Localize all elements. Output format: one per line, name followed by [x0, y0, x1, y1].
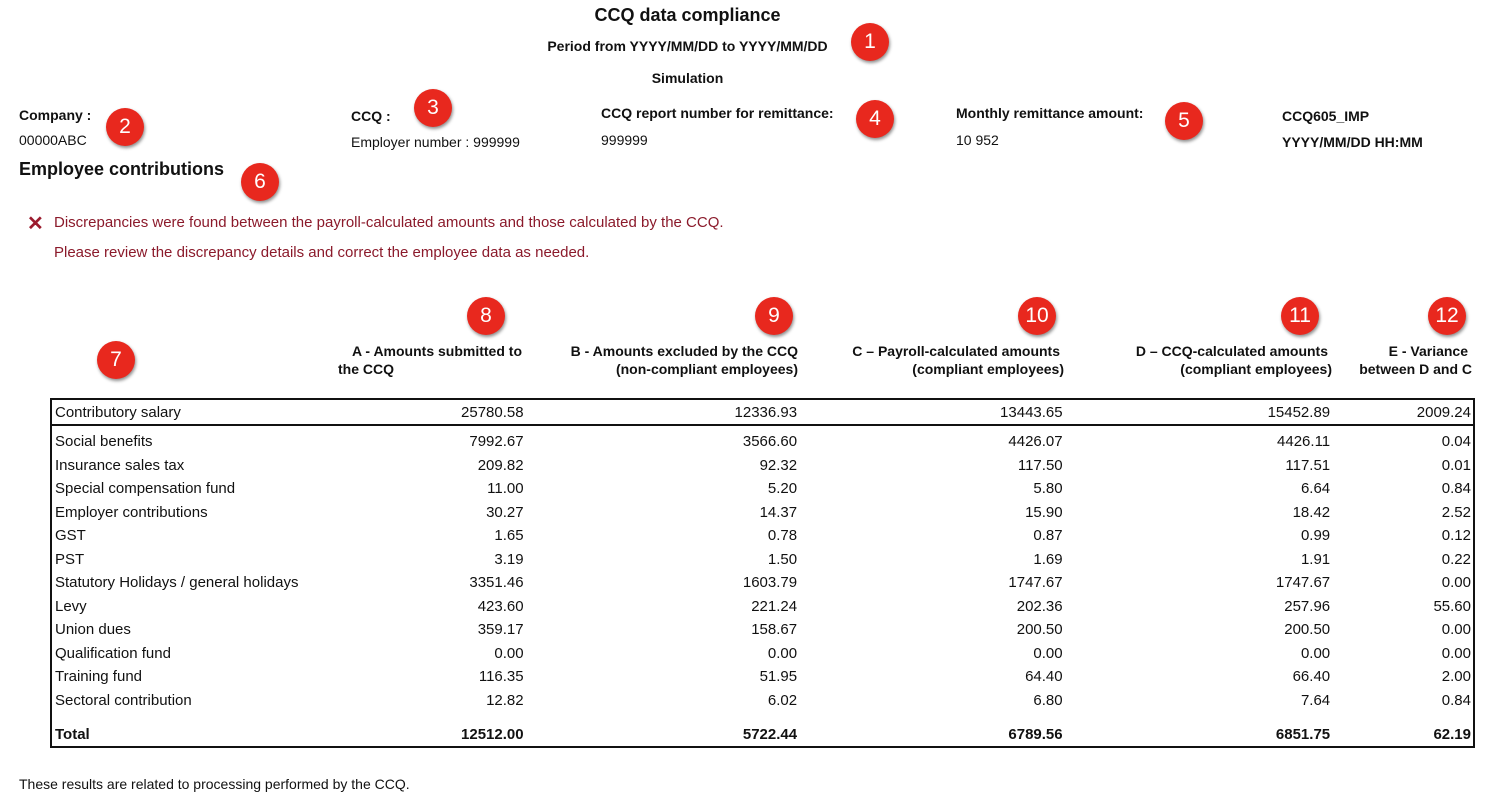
- row-label: Contributory salary: [51, 399, 331, 425]
- row-label: Sectoral contribution: [55, 691, 192, 709]
- mode-label: Simulation: [651, 70, 724, 86]
- cell-value: 1.65: [494, 527, 524, 545]
- cell-value: 6851.75: [1275, 725, 1331, 743]
- column-e-header: E - Variance between D and C: [1359, 343, 1472, 377]
- table-row: [51, 477, 1474, 501]
- cell-value: 18.42: [1292, 503, 1331, 521]
- cell-value: 0.84: [1441, 480, 1471, 498]
- cell-value: 0.04: [1441, 433, 1471, 451]
- cell-value: 423.60: [477, 597, 524, 615]
- cell-value: 4426.11: [1277, 433, 1331, 451]
- report-number-label: CCQ report number for remittance:: [601, 105, 834, 121]
- column-d-header: D – CCQ-calculated amounts (compliant employees): [1135, 343, 1332, 377]
- employer-number: Employer number : 999999: [351, 134, 520, 150]
- remittance-amount-value: 10 952: [956, 132, 999, 148]
- page-title: CCQ data compliance: [594, 5, 781, 25]
- callout-badge-10: 10: [1018, 297, 1056, 335]
- cell-value: 359.17: [477, 621, 524, 639]
- cell-value: 1747.67: [1275, 574, 1331, 592]
- cell-value: 0.00: [767, 644, 798, 662]
- company-label: Company :: [19, 107, 92, 123]
- remittance-amount-label: Monthly remittance amount:: [956, 105, 1144, 121]
- cell-value: 0.00: [1300, 644, 1331, 662]
- cell-value: 62.19: [1433, 725, 1471, 743]
- row-label: Qualification fund: [55, 644, 171, 662]
- cell-value: 0.87: [1033, 527, 1063, 545]
- callout-badge-1: 1: [851, 23, 889, 61]
- row-label: PST: [55, 550, 85, 568]
- column-b-header: B - Amounts excluded by the CCQ (non-compliant employees): [570, 343, 798, 377]
- cell-value: 5.80: [1033, 480, 1063, 498]
- close-x-icon: ✕: [27, 213, 44, 235]
- row-label: GST: [55, 527, 86, 545]
- cell-value: 6.64: [1300, 480, 1331, 498]
- table-row: [51, 642, 1474, 666]
- cell-value: 202.36: [1016, 597, 1063, 615]
- cell-value: 0.22: [1441, 550, 1471, 568]
- cell-value: 116.35: [478, 668, 524, 686]
- section-title: Employee contributions: [19, 159, 225, 179]
- cell-value: 117.51: [1285, 456, 1331, 474]
- cell-value: 200.50: [1284, 621, 1331, 639]
- column-a-header: A - Amounts submitted to the CCQ: [338, 343, 522, 377]
- cell-value: 0.00: [1441, 644, 1471, 662]
- cell-value: 92.32: [759, 456, 798, 474]
- callout-badge-4: 4: [856, 100, 894, 138]
- cell-value: 12336.93: [526, 399, 800, 425]
- row-label: Statutory Holidays / general holidays: [55, 574, 299, 592]
- cell-value: 15452.89: [1065, 399, 1333, 425]
- callout-badge-11: 11: [1281, 297, 1319, 335]
- spacer-row: [51, 712, 1474, 722]
- period-range: Period from YYYY/MM/DD to YYYY/MM/DD: [547, 38, 828, 54]
- table-row: [51, 618, 1474, 642]
- error-message: Discrepancies were found between the payroll-calculated amounts and those calculated by the CCQ.: [54, 214, 724, 231]
- cell-value: 0.78: [767, 527, 798, 545]
- row-label: Union dues: [55, 621, 131, 639]
- row-label: Social benefits: [55, 433, 153, 451]
- cell-value: 2.00: [1441, 668, 1471, 686]
- table-row: [51, 689, 1474, 713]
- cell-value: 7.64: [1300, 691, 1331, 709]
- report-datetime: YYYY/MM/DD HH:MM: [1282, 134, 1423, 150]
- cell-value: 0.00: [1441, 574, 1471, 592]
- cell-value: 1747.67: [1008, 574, 1063, 592]
- cell-value: 221.24: [751, 597, 798, 615]
- cell-value: 200.50: [1016, 621, 1063, 639]
- cell-value: 0.01: [1441, 456, 1471, 474]
- cell-value: 7992.67: [469, 433, 524, 451]
- cell-value: 257.96: [1284, 597, 1331, 615]
- cell-value: 0.84: [1441, 691, 1471, 709]
- cell-value: 6789.56: [1008, 725, 1063, 743]
- callout-badge-9: 9: [755, 297, 793, 335]
- cell-value: 3351.46: [469, 574, 524, 592]
- table-row: [51, 524, 1474, 548]
- cell-value: 3566.60: [742, 433, 798, 451]
- company-value: 00000ABC: [19, 132, 87, 148]
- row-label: Employer contributions: [55, 503, 208, 521]
- cell-value: 2.52: [1441, 503, 1471, 521]
- cell-value: 0.00: [1033, 644, 1063, 662]
- callout-badge-5: 5: [1165, 102, 1203, 140]
- report-code: CCQ605_IMP: [1282, 108, 1370, 124]
- cell-value: 64.40: [1025, 668, 1063, 686]
- cell-value: 2009.24: [1332, 399, 1474, 425]
- table-row: [51, 595, 1474, 619]
- column-c-header: C – Payroll-calculated amounts (compliant employees): [852, 343, 1064, 377]
- table-row: [51, 548, 1474, 572]
- table-row: [51, 571, 1474, 595]
- cell-value: 3.19: [494, 550, 524, 568]
- table-row: [51, 454, 1474, 478]
- cell-value: 0.00: [1441, 621, 1471, 639]
- cell-value: 5.20: [767, 480, 798, 498]
- cell-value: 117.50: [1017, 456, 1063, 474]
- error-instruction: Please review the discrepancy details and correct the employee data as needed.: [54, 244, 590, 261]
- cell-value: 4426.07: [1008, 433, 1063, 451]
- report-number-value: 999999: [601, 132, 648, 148]
- cell-value: 66.40: [1292, 668, 1331, 686]
- row-label: Total: [55, 725, 90, 743]
- callout-badge-6: 6: [241, 163, 279, 201]
- cell-value: 13443.65: [799, 399, 1065, 425]
- contributory-salary-row: [51, 399, 1474, 425]
- callout-badge-3: 3: [414, 89, 452, 127]
- cell-value: 209.82: [477, 456, 524, 474]
- cell-value: 55.60: [1433, 597, 1471, 615]
- cell-value: 0.12: [1441, 527, 1471, 545]
- callout-badge-2: 2: [106, 108, 144, 146]
- cell-value: 12.82: [486, 691, 524, 709]
- ccq-label: CCQ :: [351, 108, 391, 124]
- cell-value: 0.99: [1300, 527, 1331, 545]
- row-label: Special compensation fund: [55, 480, 236, 498]
- callout-badge-12: 12: [1428, 297, 1466, 335]
- cell-value: 11.00: [487, 480, 524, 498]
- total-row: [51, 722, 1474, 747]
- callout-badge-7: 7: [97, 341, 135, 379]
- cell-value: 1603.79: [742, 574, 798, 592]
- cell-value: 1.69: [1033, 550, 1063, 568]
- row-label: Levy: [55, 597, 87, 615]
- cell-value: 51.95: [759, 668, 798, 686]
- cell-value: 0.00: [494, 644, 524, 662]
- cell-value: 15.90: [1025, 503, 1063, 521]
- cell-value: 1.50: [767, 550, 798, 568]
- cell-value: 158.67: [751, 621, 798, 639]
- cell-value: 5722.44: [742, 725, 798, 743]
- table-row: [51, 665, 1474, 689]
- cell-value: 6.80: [1033, 691, 1063, 709]
- cell-value: 30.27: [486, 503, 524, 521]
- contributions-table: [50, 398, 1475, 748]
- footer-note: These results are related to processing performed by the CCQ.: [19, 776, 410, 792]
- cell-value: 12512.00: [461, 725, 524, 743]
- table-row: [51, 430, 1474, 454]
- cell-value: 14.37: [759, 503, 798, 521]
- row-label: Training fund: [55, 668, 142, 686]
- cell-value: 25780.58: [331, 399, 526, 425]
- cell-value: 6.02: [767, 691, 798, 709]
- callout-badge-8: 8: [467, 297, 505, 335]
- cell-value: 1.91: [1300, 550, 1331, 568]
- row-label: Insurance sales tax: [55, 456, 185, 474]
- table-row: [51, 501, 1474, 525]
